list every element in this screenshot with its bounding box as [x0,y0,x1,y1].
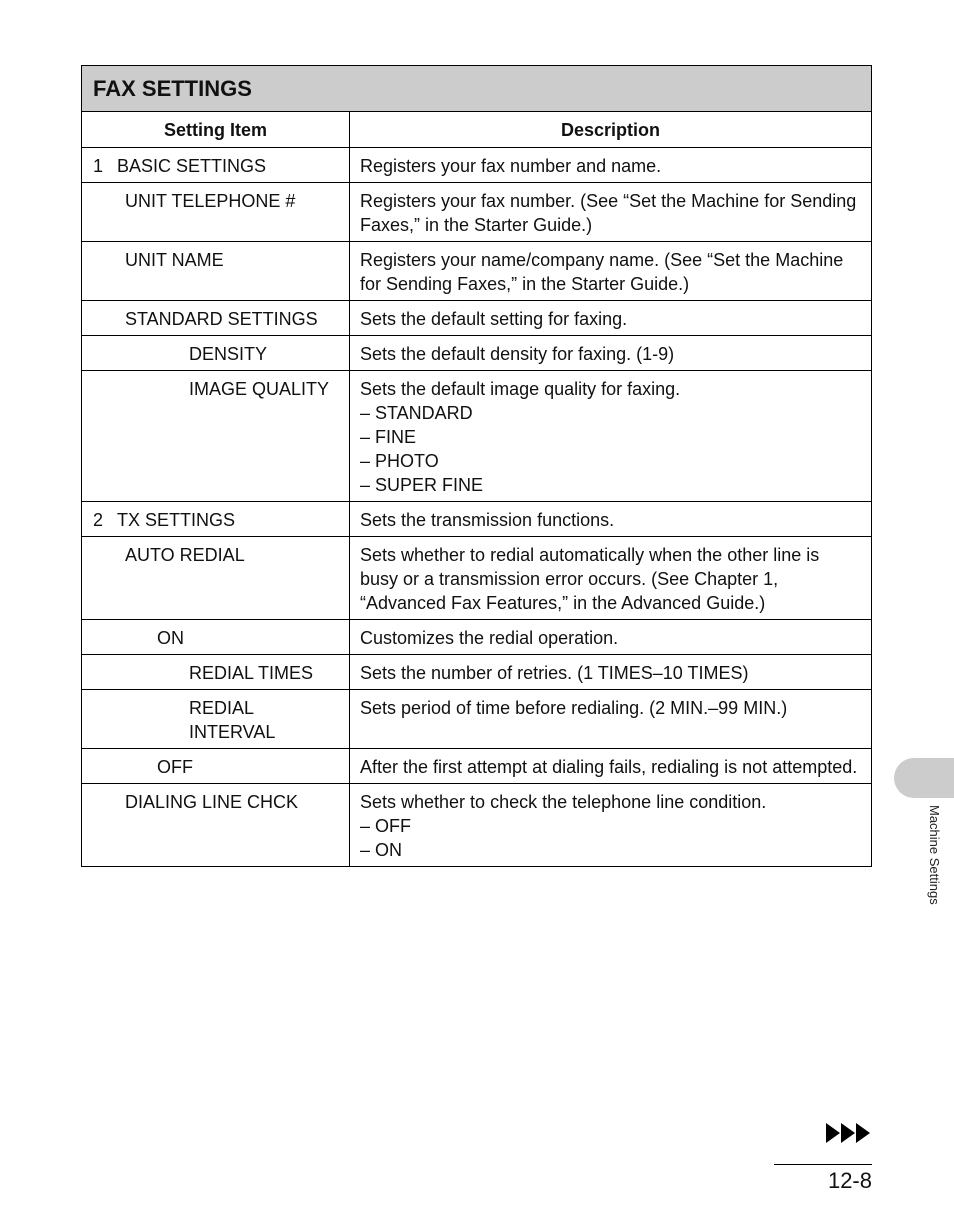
table-row [82,371,872,502]
description-line: After the first attempt at dialing fails, redialing is not attempted. [360,757,858,777]
setting-item-label: ON [157,628,184,648]
setting-item-cell [82,183,350,242]
setting-item-cell [82,502,350,537]
table-row [82,749,872,784]
table-row [82,784,872,867]
description-cell [350,336,872,371]
setting-item-cell [82,655,350,690]
setting-item-label: STANDARD SETTINGS [125,309,318,329]
description-cell [350,655,872,690]
page-number-rule [774,1164,872,1165]
table-title-row [82,66,872,112]
table-row [82,690,872,749]
description-line: Registers your fax number. (See “Set the Machine for Sending Faxes,” in the Starter Guide.) [360,191,857,235]
description-cell [350,502,872,537]
setting-item-label: REDIAL INTERVAL [189,698,276,742]
table-row [82,620,872,655]
table-row [82,242,872,301]
description-line: Sets the default image quality for faxing. [360,379,681,399]
column-header-setting-item: Setting Item [82,112,350,148]
description-line: – PHOTO [360,451,439,471]
column-header-description: Description [350,112,872,148]
table-row [82,183,872,242]
description-cell [350,301,872,336]
setting-item-label: UNIT NAME [125,250,224,270]
table-header-row [82,112,872,148]
page-number: 12-8 [827,1168,872,1193]
section-title: FAX SETTINGS [82,66,872,112]
setting-item-cell [82,784,350,867]
description-line: – OFF [360,816,412,836]
description-line: Sets the default setting for faxing. [360,309,628,329]
setting-item-label: IMAGE QUALITY [189,379,330,399]
description-line: Registers your name/company name. (See “Set the Machine for Sending Faxes,” in the Starter Guide.) [360,250,844,294]
description-line: Sets period of time before redialing. (2 MIN.–99 MIN.) [360,698,788,718]
arrow-right-icon [826,1123,840,1143]
description-cell [350,620,872,655]
setting-item-cell [82,242,350,301]
description-line: Sets the default density for faxing. (1-9) [360,344,675,364]
description-line: Sets the number of retries. (1 TIMES–10 TIMES) [360,663,749,683]
continued-arrows-icon [826,1123,871,1143]
fax-settings-table [81,65,872,867]
description-cell [350,690,872,749]
description-line: – STANDARD [360,403,473,423]
table-row [82,502,872,537]
table-row [82,148,872,183]
description-cell [350,371,872,502]
arrow-right-icon [856,1123,870,1143]
setting-item-cell [82,690,350,749]
setting-item-cell [82,537,350,620]
description-cell [350,242,872,301]
setting-item-label: TX SETTINGS [117,510,236,530]
setting-number: 1 [93,156,104,176]
description-line: – ON [360,840,403,860]
setting-item-cell [82,371,350,502]
setting-item-label: DIALING LINE CHCK [125,792,299,812]
description-line: – FINE [360,427,417,447]
chapter-tab-label: Machine Settings [927,805,942,905]
setting-item-cell [82,749,350,784]
setting-item-cell [82,336,350,371]
setting-number: 2 [93,510,104,530]
description-cell [350,148,872,183]
table-body [82,148,872,867]
description-cell [350,784,872,867]
description-cell [350,183,872,242]
table-row [82,336,872,371]
setting-item-cell [82,620,350,655]
setting-item-label: DENSITY [189,344,268,364]
description-cell [350,537,872,620]
table-row [82,655,872,690]
description-line: Sets whether to redial automatically when the other line is busy or a transmission error occurs. (See Chapter 1, “Advanced Fax Features,” in the Advanced Guide.) [360,545,820,613]
chapter-tab [894,758,954,798]
setting-item-label: BASIC SETTINGS [117,156,267,176]
description-line: Sets the transmission functions. [360,510,615,530]
description-line: – SUPER FINE [360,475,484,495]
description-cell [350,749,872,784]
setting-item-label: UNIT TELEPHONE # [125,191,296,211]
setting-item-label: OFF [157,757,193,777]
setting-item-cell [82,148,350,183]
setting-item-label: REDIAL TIMES [189,663,314,683]
setting-item-cell [82,301,350,336]
description-line: Sets whether to check the telephone line condition. [360,792,767,812]
setting-item-label: AUTO REDIAL [125,545,245,565]
table-row [82,537,872,620]
table-row [82,301,872,336]
description-line: Registers your fax number and name. [360,156,662,176]
description-line: Customizes the redial operation. [360,628,619,648]
arrow-right-icon [841,1123,855,1143]
